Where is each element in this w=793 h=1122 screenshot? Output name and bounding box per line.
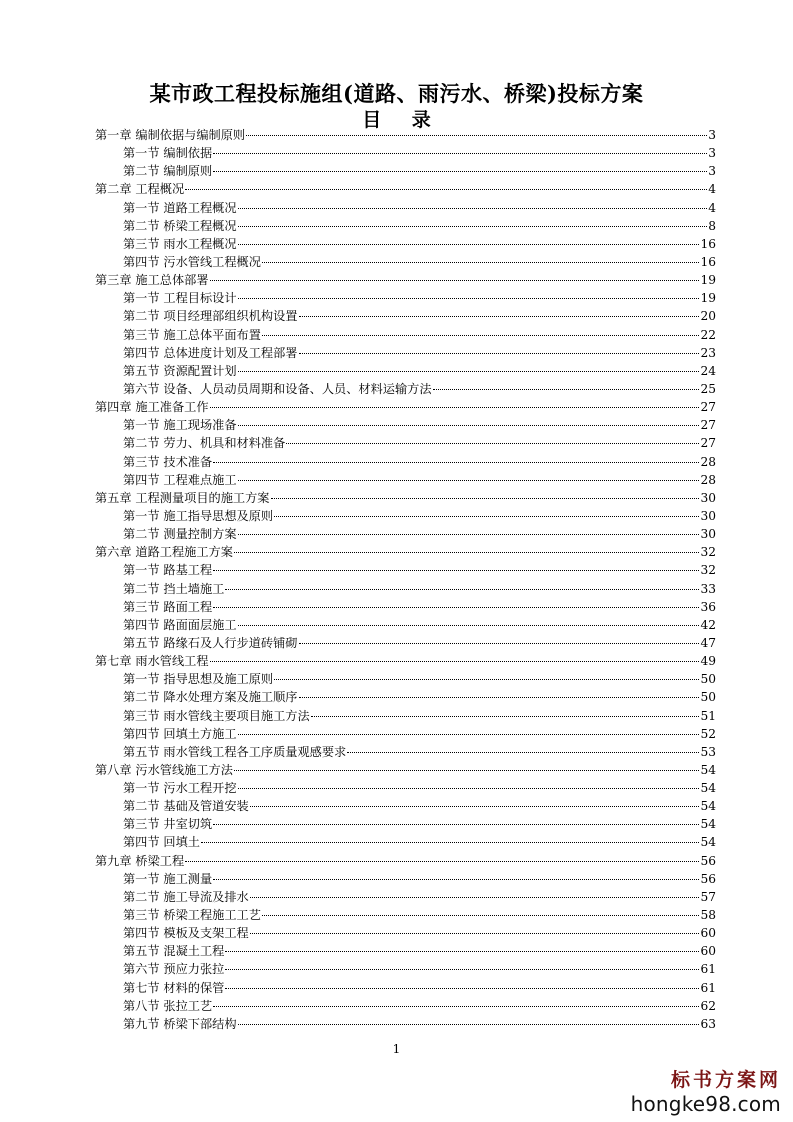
toc-section-entry[interactable]	[95, 326, 716, 344]
toc-dot-leader	[185, 861, 699, 862]
toc-dot-leader	[201, 842, 699, 843]
toc-entry-page: 27	[700, 400, 716, 415]
toc-heading: 目 录	[362, 109, 443, 131]
toc-entry-label: 第四节 路面面层施工	[123, 617, 237, 632]
toc-dot-leader	[274, 516, 699, 517]
toc-entry-label: 第六章 道路工程施工方案	[95, 545, 233, 560]
toc-section-entry[interactable]	[95, 235, 716, 253]
toc-chapter-entry[interactable]	[95, 398, 716, 416]
toc-entry-page: 42	[700, 617, 716, 632]
toc-section-entry[interactable]	[95, 906, 716, 924]
toc-entry-label: 第六节 设备、人员动员周期和设备、人员、材料运输方法	[123, 381, 432, 396]
toc-entry-label: 第一节 编制依据	[123, 146, 213, 161]
toc-dot-leader	[246, 135, 707, 136]
toc-entry-page: 54	[700, 817, 716, 832]
toc-dot-leader	[238, 625, 700, 626]
page-number: 1	[392, 1042, 401, 1056]
toc-entry-label: 第三节 施工总体平面布置	[123, 327, 261, 342]
toc-entry-page: 30	[700, 490, 716, 505]
toc-entry-label: 第三节 井室切筑	[123, 817, 213, 832]
toc-section-entry[interactable]	[95, 507, 716, 525]
toc-entry-page: 50	[700, 690, 716, 705]
toc-entry-page: 4	[708, 182, 716, 197]
toc-entry-label: 第一节 施工测量	[123, 871, 213, 886]
toc-section-entry[interactable]	[95, 434, 716, 452]
toc-entry-page: 52	[700, 726, 716, 741]
toc-entry-page: 60	[700, 944, 716, 959]
toc-dot-leader	[274, 679, 699, 680]
toc-dot-leader	[238, 244, 700, 245]
toc-dot-leader	[238, 208, 707, 209]
toc-section-entry[interactable]	[95, 471, 716, 489]
toc-entry-label: 第七节 材料的保管	[123, 980, 225, 995]
toc-entry-label: 第四节 模板及支架工程	[123, 926, 249, 941]
toc-dot-leader	[262, 915, 700, 916]
toc-dot-leader	[210, 280, 700, 281]
toc-entry-page: 24	[700, 363, 716, 378]
toc-dot-leader	[210, 661, 700, 662]
toc-dot-leader	[213, 570, 699, 571]
toc-entry-page: 60	[700, 926, 716, 941]
toc-dot-leader	[262, 262, 700, 263]
toc-section-entry[interactable]	[95, 960, 716, 978]
toc-entry-label: 第五节 混凝土工程	[123, 944, 225, 959]
toc-entry-label: 第四章 施工准备工作	[95, 400, 209, 415]
toc-entry-page: 32	[700, 545, 716, 560]
toc-entry-label: 第四节 总体进度计划及工程部署	[123, 345, 298, 360]
toc-entry-label: 第二节 测量控制方案	[123, 527, 237, 542]
toc-entry-label: 第一节 污水工程开挖	[123, 781, 237, 796]
toc-entry-label: 第三节 路面工程	[123, 599, 213, 614]
toc-entry-label: 第五章 工程测量项目的施工方案	[95, 490, 270, 505]
toc-chapter-entry[interactable]	[95, 652, 716, 670]
toc-entry-label: 第一节 施工指导思想及原则	[123, 508, 274, 523]
toc-dot-leader	[213, 462, 699, 463]
toc-entry-label: 第一节 工程目标设计	[123, 291, 237, 306]
toc-entry-label: 第一章 编制依据与编制原则	[95, 128, 246, 142]
toc-section-entry[interactable]	[95, 453, 716, 471]
toc-section-entry[interactable]	[95, 924, 716, 942]
toc-entry-page: 63	[700, 1016, 716, 1031]
toc-section-entry[interactable]	[95, 362, 716, 380]
toc-entry-page: 30	[700, 527, 716, 542]
toc-section-entry[interactable]	[95, 743, 716, 761]
toc-entry-label: 第五节 雨水管线工程各工序质量观感要求	[123, 744, 347, 759]
toc-entry-label: 第二节 桥梁工程概况	[123, 218, 237, 233]
toc-entry-label: 第五节 资源配置计划	[123, 363, 237, 378]
toc-entry-page: 57	[700, 889, 716, 904]
toc-dot-leader	[225, 988, 699, 989]
toc-section-entry[interactable]	[95, 979, 716, 997]
toc-entry-label: 第一节 施工现场准备	[123, 418, 237, 433]
toc-dot-leader	[238, 534, 700, 535]
toc-entry-page: 30	[700, 508, 716, 523]
toc-section-entry[interactable]	[95, 144, 716, 162]
toc-entry-label: 第三节 桥梁工程施工工艺	[123, 908, 261, 923]
toc-entry-page: 28	[700, 472, 716, 487]
toc-dot-leader	[238, 734, 700, 735]
toc-dot-leader	[299, 316, 700, 317]
toc-entry-label: 第四节 污水管线工程概况	[123, 254, 261, 269]
toc-section-entry[interactable]	[95, 380, 716, 398]
toc-entry-page: 53	[700, 744, 716, 759]
toc-dot-leader	[185, 189, 707, 190]
toc-chapter-entry[interactable]	[95, 180, 716, 198]
watermark-logo	[611, 1068, 781, 1116]
toc-section-entry[interactable]	[95, 580, 716, 598]
toc-section-entry[interactable]	[95, 253, 716, 271]
toc-entry-page: 3	[708, 128, 716, 142]
toc-section-entry[interactable]	[95, 670, 716, 688]
toc-dot-leader	[250, 933, 700, 934]
toc-dot-leader	[234, 552, 700, 553]
toc-entry-page: 47	[700, 635, 716, 650]
toc-entry-page: 8	[708, 218, 716, 233]
toc-entry-page: 3	[708, 164, 716, 179]
toc-dot-leader	[238, 371, 700, 372]
toc-entry-page: 54	[700, 781, 716, 796]
toc-chapter-entry[interactable]	[95, 271, 716, 289]
toc-entry-label: 第二章 工程概况	[95, 182, 185, 197]
toc-dot-leader	[262, 335, 700, 336]
toc-section-entry[interactable]	[95, 525, 716, 543]
watermark-url: hongke98.com	[630, 1092, 781, 1116]
toc-entry-page: 54	[700, 835, 716, 850]
toc-dot-leader	[238, 480, 700, 481]
toc-section-entry[interactable]	[95, 797, 716, 815]
toc-dot-leader	[213, 879, 699, 880]
toc-entry-label: 第七章 雨水管线工程	[95, 654, 209, 669]
toc-dot-leader	[225, 951, 699, 952]
toc-entry-label: 第二节 降水处理方案及施工顺序	[123, 690, 298, 705]
toc-dot-leader	[225, 969, 699, 970]
toc-entry-page: 56	[700, 871, 716, 886]
toc-entry-page: 49	[700, 654, 716, 669]
toc-entry-page: 28	[700, 454, 716, 469]
toc-section-entry[interactable]	[95, 344, 716, 362]
toc-entry-label: 第三节 技术准备	[123, 454, 213, 469]
toc-dot-leader	[213, 153, 707, 154]
toc-entry-page: 36	[700, 599, 716, 614]
toc-section-entry[interactable]	[95, 815, 716, 833]
toc-dot-leader	[250, 897, 700, 898]
toc-dot-leader	[433, 389, 700, 390]
toc-entry-label: 第四节 回填土方施工	[123, 726, 237, 741]
toc-entry-page: 61	[700, 980, 716, 995]
toc-section-entry[interactable]	[95, 199, 716, 217]
toc-section-entry[interactable]	[95, 997, 716, 1015]
toc-entry-label: 第三章 施工总体部署	[95, 273, 209, 288]
toc-entry-page: 62	[700, 998, 716, 1013]
toc-section-entry[interactable]	[95, 416, 716, 434]
toc-entry-page: 61	[700, 962, 716, 977]
toc-dot-leader	[238, 298, 700, 299]
toc-dot-leader	[347, 752, 699, 753]
toc-entry-page: 32	[700, 563, 716, 578]
toc-entry-label: 第一节 路基工程	[123, 563, 213, 578]
toc-entry-page: 51	[700, 708, 716, 723]
toc-entry-page: 33	[700, 581, 716, 596]
toc-entry-label: 第一节 道路工程概况	[123, 200, 237, 215]
toc-dot-leader	[213, 607, 699, 608]
toc-entry-page: 54	[700, 799, 716, 814]
toc-dot-leader	[299, 643, 700, 644]
toc-dot-leader	[225, 589, 699, 590]
toc-entry-label: 第二节 挡土墙施工	[123, 581, 225, 596]
watermark-brand: 标书方案网	[670, 1069, 781, 1091]
toc-section-entry[interactable]	[95, 888, 716, 906]
toc-section-entry[interactable]	[95, 634, 716, 652]
table-of-contents	[95, 126, 716, 1033]
toc-dot-leader	[250, 806, 700, 807]
toc-dot-leader	[299, 697, 700, 698]
toc-entry-page: 16	[700, 236, 716, 251]
toc-section-entry[interactable]	[95, 833, 716, 851]
toc-dot-leader	[238, 226, 707, 227]
toc-chapter-entry[interactable]	[95, 543, 716, 561]
toc-entry-label: 第二节 编制原则	[123, 164, 213, 179]
toc-entry-page: 58	[700, 908, 716, 923]
toc-dot-leader	[311, 716, 700, 717]
toc-dot-leader	[238, 425, 700, 426]
toc-entry-label: 第一节 指导思想及施工原则	[123, 672, 274, 687]
toc-dot-leader	[234, 770, 700, 771]
toc-entry-page: 16	[700, 254, 716, 269]
toc-dot-leader	[213, 171, 707, 172]
toc-entry-label: 第四节 回填土	[123, 835, 200, 850]
toc-chapter-entry[interactable]	[95, 126, 716, 144]
toc-entry-label: 第三节 雨水工程概况	[123, 236, 237, 251]
toc-chapter-entry[interactable]	[95, 489, 716, 507]
toc-entry-label: 第二节 劳力、机具和材料准备	[123, 436, 286, 451]
toc-entry-page: 19	[700, 273, 716, 288]
toc-dot-leader	[299, 353, 700, 354]
toc-entry-page: 23	[700, 345, 716, 360]
toc-section-entry[interactable]	[95, 870, 716, 888]
toc-section-entry[interactable]	[95, 707, 716, 725]
toc-section-entry[interactable]	[95, 307, 716, 325]
toc-entry-label: 第三节 雨水管线主要项目施工方法	[123, 708, 310, 723]
toc-entry-label: 第六节 预应力张拉	[123, 962, 225, 977]
toc-entry-page: 19	[700, 291, 716, 306]
toc-entry-page: 50	[700, 672, 716, 687]
toc-entry-label: 第九章 桥梁工程	[95, 853, 185, 868]
toc-entry-label: 第八章 污水管线施工方法	[95, 762, 233, 777]
toc-entry-label: 第五节 路缘石及人行步道砖铺砌	[123, 635, 298, 650]
document-title: 某市政工程投标施组(道路、雨污水、桥梁)投标方案	[149, 81, 644, 106]
toc-section-entry[interactable]	[95, 162, 716, 180]
toc-section-entry[interactable]	[95, 688, 716, 706]
toc-entry-page: 27	[700, 436, 716, 451]
toc-entry-page: 22	[700, 327, 716, 342]
toc-section-entry[interactable]	[95, 942, 716, 960]
toc-entry-label: 第九节 桥梁下部结构	[123, 1016, 237, 1031]
toc-section-entry[interactable]	[95, 616, 716, 634]
toc-dot-leader	[213, 1006, 699, 1007]
toc-dot-leader	[286, 443, 699, 444]
toc-chapter-entry[interactable]	[95, 852, 716, 870]
toc-entry-label: 第二节 施工导流及排水	[123, 889, 249, 904]
toc-entry-page: 56	[700, 853, 716, 868]
toc-entry-page: 4	[708, 200, 716, 215]
toc-entry-page: 20	[700, 309, 716, 324]
toc-entry-label: 第八节 张拉工艺	[123, 998, 213, 1013]
toc-dot-leader	[238, 1024, 700, 1025]
toc-dot-leader	[238, 788, 700, 789]
toc-section-entry[interactable]	[95, 289, 716, 307]
toc-section-entry[interactable]	[95, 561, 716, 579]
toc-dot-leader	[210, 407, 700, 408]
toc-section-entry[interactable]	[95, 598, 716, 616]
toc-entry-page: 27	[700, 418, 716, 433]
toc-entry-label: 第二节 基础及管道安装	[123, 799, 249, 814]
toc-entry-page: 54	[700, 762, 716, 777]
toc-entry-page: 25	[700, 381, 716, 396]
toc-entry-label: 第四节 工程难点施工	[123, 472, 237, 487]
toc-section-entry[interactable]	[95, 217, 716, 235]
toc-section-entry[interactable]	[95, 725, 716, 743]
toc-dot-leader	[271, 498, 700, 499]
toc-section-entry[interactable]	[95, 1015, 716, 1033]
toc-section-entry[interactable]	[95, 779, 716, 797]
toc-dot-leader	[213, 824, 699, 825]
toc-entry-label: 第二节 项目经理部组织机构设置	[123, 309, 298, 324]
toc-entry-page: 3	[708, 146, 716, 161]
toc-chapter-entry[interactable]	[95, 761, 716, 779]
